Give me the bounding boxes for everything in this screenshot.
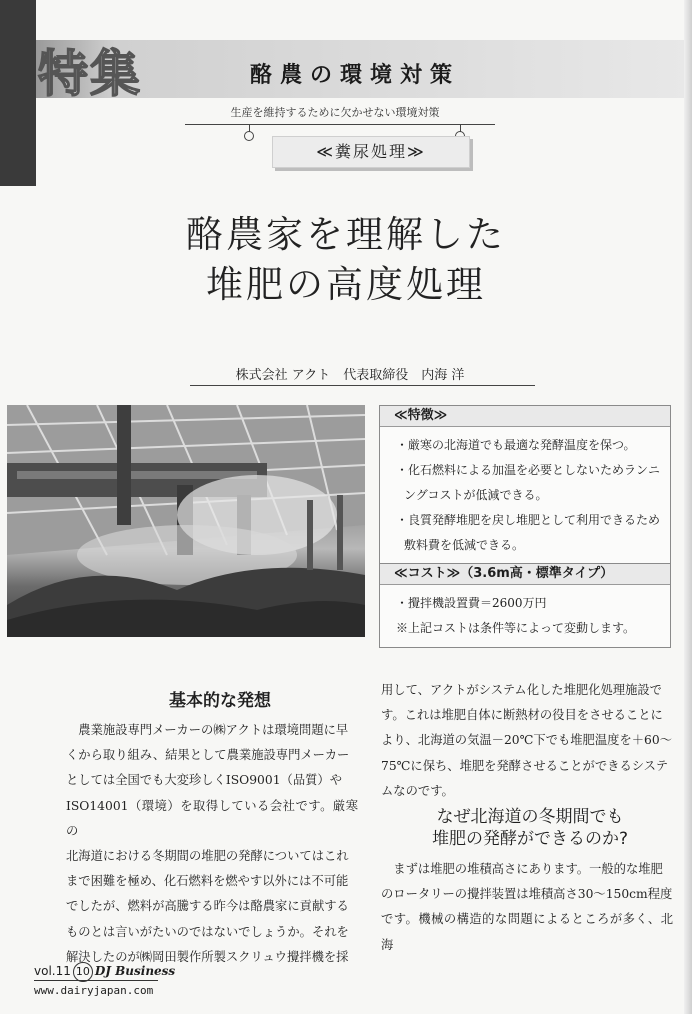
magazine-name: DJ Business [94, 964, 176, 978]
body-line: のロータリーの攪拌装置は堆積高さ30～150cm程度 [381, 887, 673, 902]
author-rule [190, 385, 535, 386]
features-box-heading: ≪特徴≫ [380, 406, 670, 427]
cost-box-heading: ≪コスト≫（3.6m高・標準タイプ） [380, 564, 670, 585]
subtitle-rule [185, 124, 495, 125]
section-marker-bar [0, 0, 36, 186]
body-line: 農業施設専門メーカーの㈱アクトは環境問題に早 [66, 723, 349, 737]
pin-left-icon [244, 131, 254, 141]
author-byline: 株式会社 アクト 代表取締役 内海 洋 [235, 368, 465, 383]
features-item: ・厳寒の北海道でも最適な発酵温度を保つ。 [396, 438, 636, 452]
subtitle: 生産を維持するために欠かせない環境対策 [230, 106, 440, 119]
footer-rule [34, 980, 158, 981]
section1-body [66, 718, 358, 970]
body-line: ものとは言いがたいのではないでしょうか。それを [66, 924, 349, 939]
body-line: ISO14001（環境）を取得している会社です。厳寒の [66, 798, 358, 838]
section2-heading-line1: なぜ北海道の冬期間でも [436, 807, 624, 827]
footer-issue [34, 962, 175, 982]
body-line: 用して、アクトがシステム化した堆肥化処理施設で [381, 683, 662, 697]
compost-facility-photo [7, 405, 365, 637]
section2-body [381, 857, 673, 958]
body-line: です。機械の構造的な問題によるところが多く、北海 [381, 912, 673, 952]
section1-heading: 基本的な発想 [169, 691, 271, 711]
page-number: 10 [73, 962, 93, 982]
body-line: 北海道における冬期間の堆肥の発酵についてはこれ [66, 849, 349, 864]
main-title-line2: 堆肥の高度処理 [206, 263, 486, 306]
features-box [379, 405, 671, 565]
body-line: まずは堆肥の堆積高さにあります。一般的な堆肥 [381, 862, 663, 876]
main-title-line1: 酪農家を理解した [186, 213, 506, 256]
cost-item: ・攪拌機設置費＝2600万円 [396, 596, 547, 610]
cost-box [379, 563, 671, 648]
series-title: 酪農の環境対策 [250, 62, 461, 88]
body-line: ムなのです。 [381, 783, 454, 798]
section-label: 特集 [38, 45, 142, 103]
footer-vol: vol.11 [34, 964, 71, 978]
section2-heading-line2: 堆肥の発酵ができるのか? [431, 829, 629, 849]
footer-url: www.dairyjapan.com [34, 984, 154, 997]
features-item: ・良質発酵堆肥を戻し堆肥として利用できるため敷料費を低減できる。 [396, 513, 661, 552]
features-item: ・化石燃料による加温を必要としないためランニングコストが低減できる。 [396, 463, 661, 502]
body-line: でしたが、燃料が高騰する昨今は酪農家に貢献する [66, 899, 349, 914]
body-line: 75℃に保ち、堆肥を発酵させることができるシステ [381, 758, 669, 773]
body-line: としては全国でも大変珍しくISO9001（品質）や [66, 773, 343, 788]
topic-tag: ≪糞尿処理≫ [272, 136, 470, 168]
body-line: まで困難を極め、化石燃料を燃やす以外には不可能 [66, 874, 349, 889]
body-line: くから取り組み、結果として農業施設専門メーカー [66, 748, 350, 763]
column2-top [381, 678, 673, 804]
body-line: より、北海道の気温－20℃下でも堆肥温度を＋60～ [381, 733, 672, 748]
cost-item: ※上記コストは条件等によって変動します。 [396, 621, 636, 635]
body-line: す。これは堆肥自体に断熱材の役目をさせることに [381, 708, 663, 723]
page-edge-shadow [684, 0, 692, 1014]
body-line: 解決したのが㈱岡田製作所製スクリュウ攪拌機を採 [66, 949, 349, 964]
